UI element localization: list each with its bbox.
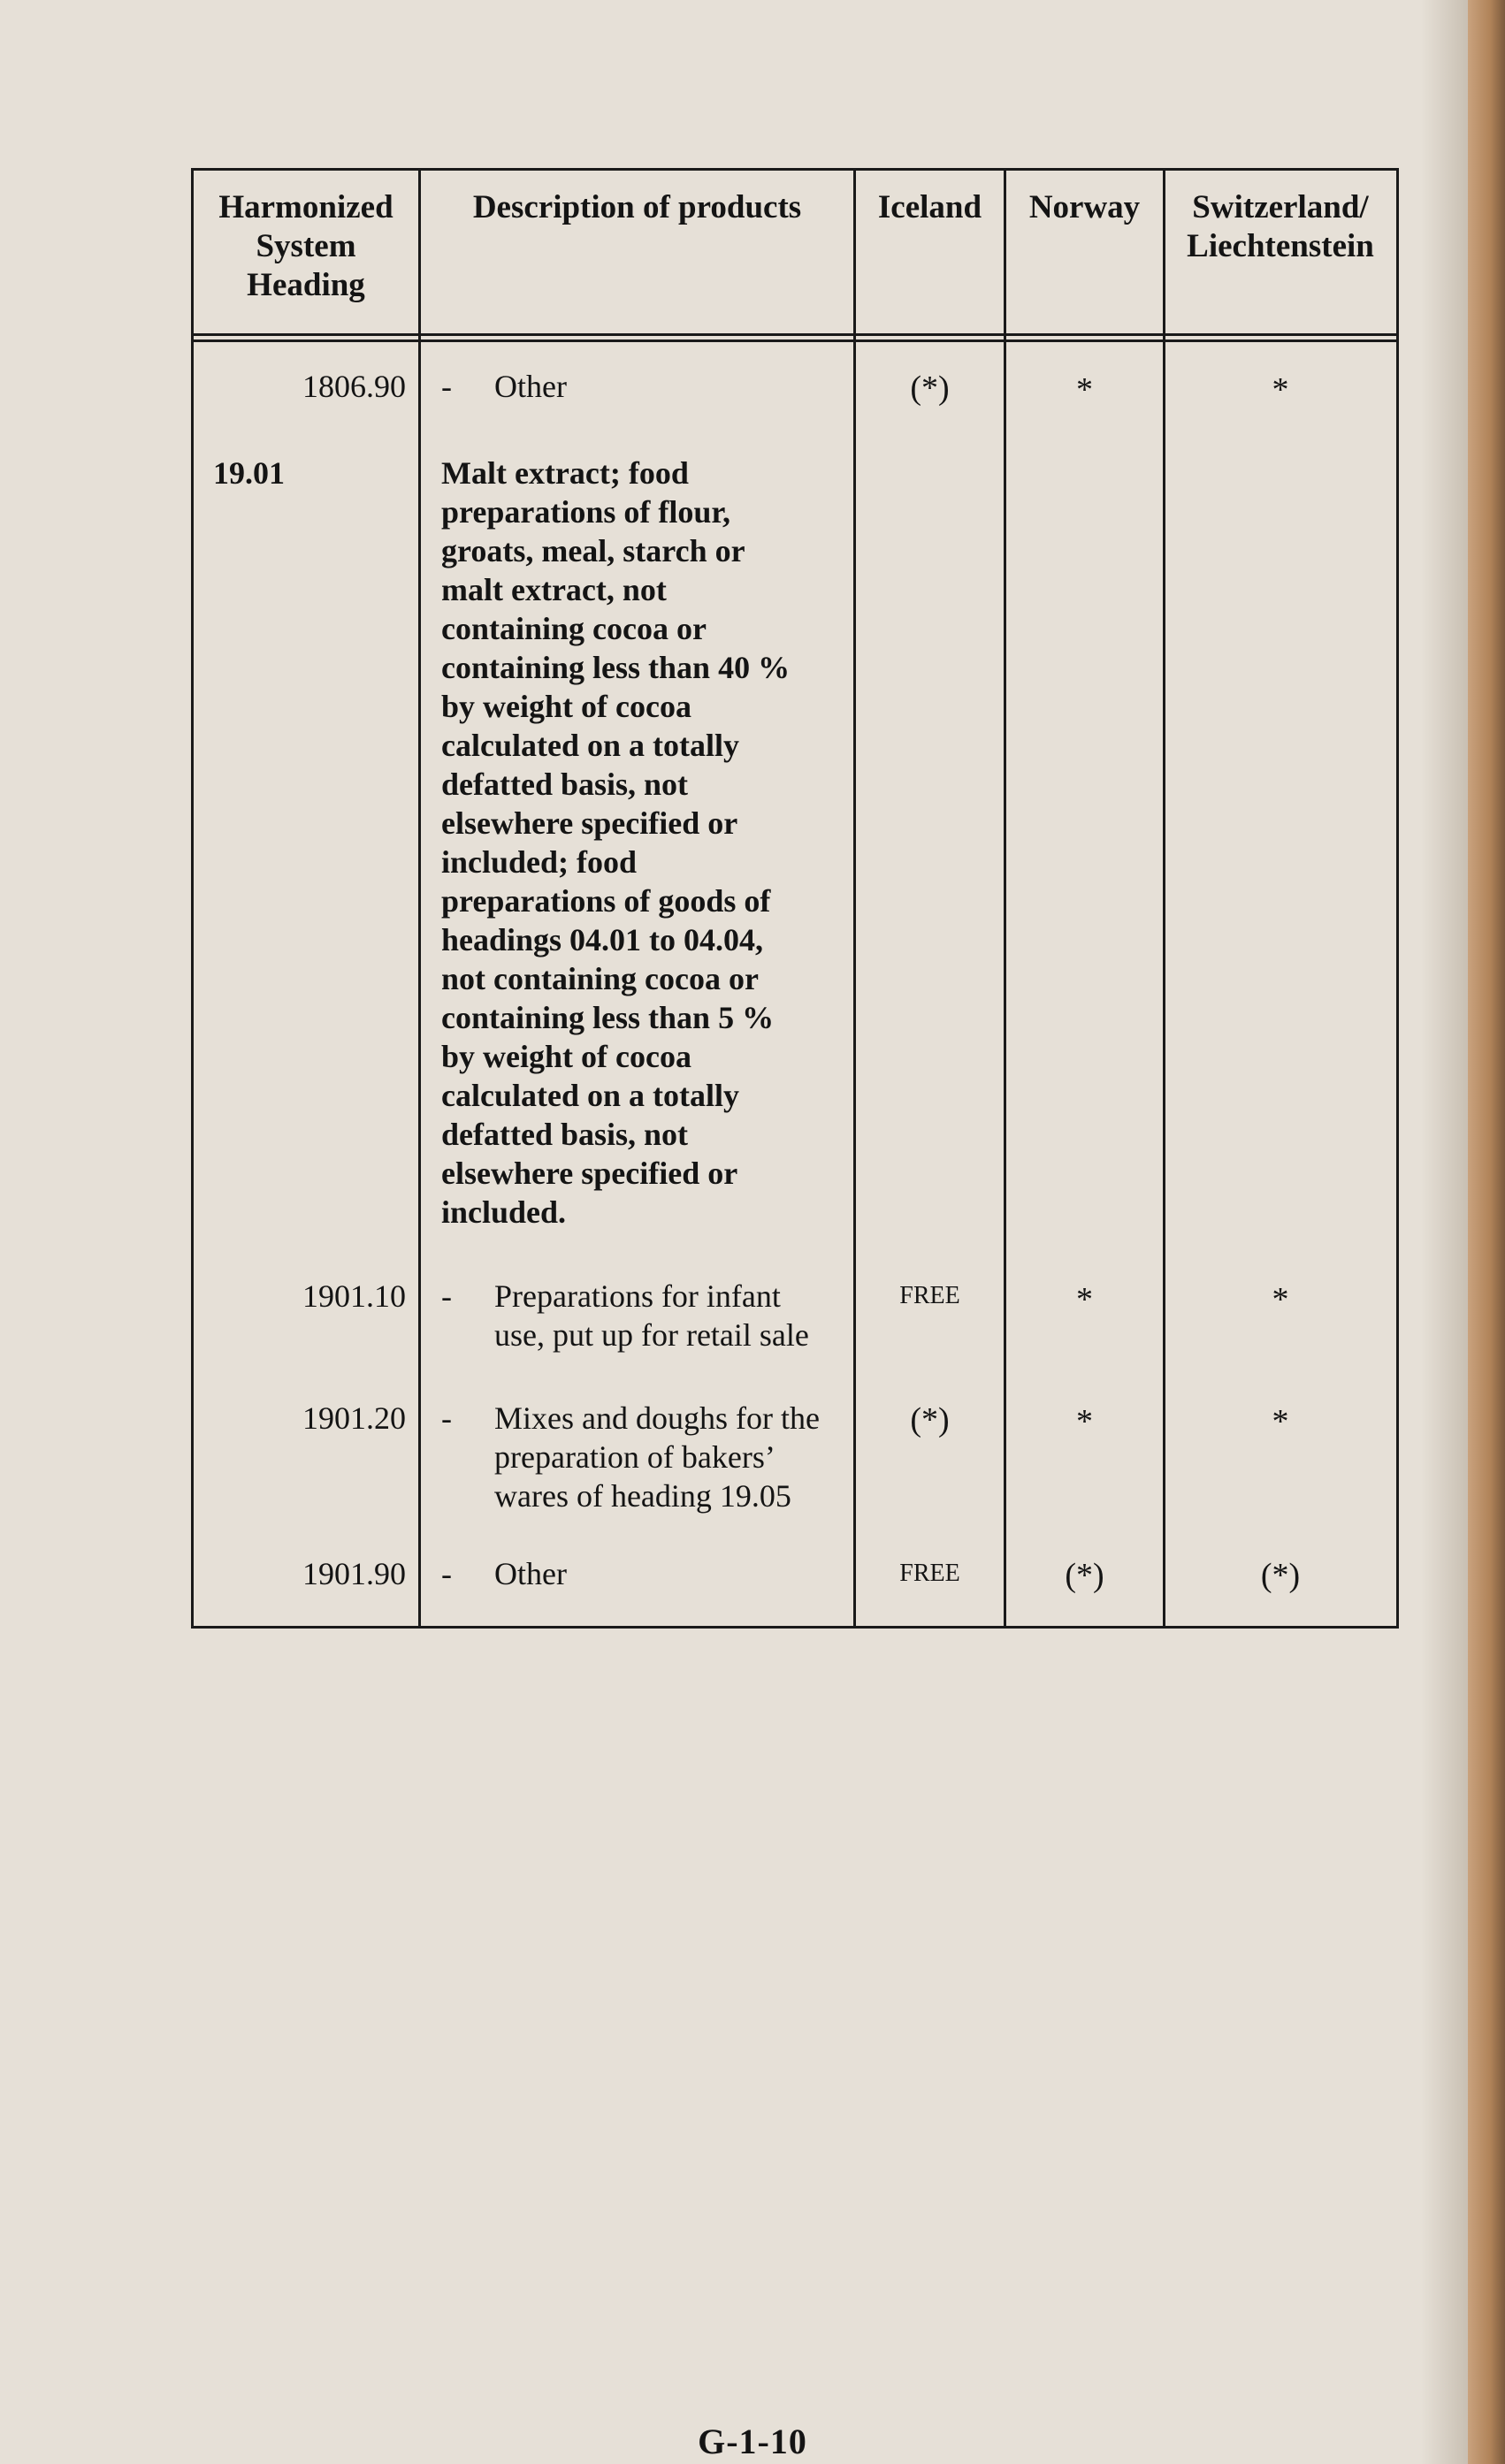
iceland-value: FREE: [899, 1560, 960, 1587]
product-description: Preparations for infant use, put up for retail sale: [494, 1278, 809, 1353]
switzerland-value: (*): [1260, 1557, 1301, 1594]
row-dash: -: [441, 369, 452, 404]
hs-code: 1806.90: [302, 369, 406, 404]
row-dash: -: [441, 1278, 452, 1314]
header-iceland: Iceland: [877, 189, 982, 225]
header-divider: [194, 333, 1396, 336]
row-dash: -: [441, 1400, 452, 1436]
row-dash: -: [441, 1556, 452, 1591]
hs-code: 1901.20: [302, 1400, 406, 1436]
product-description: Other: [494, 369, 567, 404]
norway-value: *: [1076, 1403, 1093, 1440]
product-description: Other: [494, 1556, 567, 1591]
product-description: Malt extract; food preparations of flour, groats, meal, starch or malt extract, not containing cocoa or containing less than 40 % by weight of cocoa calculated on a totally defatted basis, not elsewhere specified or included; food preparations of goods of headings 04.01 to 04.04, not containing cocoa or containing less than 5 % by weight of cocoa calculated on a totally defatted basis, not elsewhere specified or included.: [441, 455, 791, 1230]
norway-value: (*): [1065, 1557, 1104, 1594]
switzerland-value: *: [1272, 1403, 1289, 1440]
switzerland-value: *: [1272, 371, 1289, 408]
column-divider: [418, 171, 421, 1626]
product-description: Mixes and doughs for the preparation of bakers’ wares of heading 19.05: [494, 1400, 820, 1514]
switzerland-value: *: [1272, 1281, 1289, 1318]
norway-value: *: [1076, 371, 1093, 408]
iceland-value: (*): [910, 1401, 950, 1438]
header-divider: [194, 339, 1396, 342]
page-edge: [1468, 0, 1505, 2464]
hs-code: 1901.10: [302, 1278, 406, 1314]
hs-heading-code: 19.01: [213, 455, 285, 491]
hs-code: 1901.90: [302, 1556, 406, 1591]
header-norway: Norway: [1028, 189, 1141, 225]
header-hs-heading: Harmonized System Heading: [218, 189, 393, 303]
norway-value: *: [1076, 1281, 1093, 1318]
tariff-table: [191, 168, 1399, 1629]
page-number: G-1-10: [698, 2422, 807, 2461]
iceland-value: FREE: [899, 1282, 960, 1309]
iceland-value: (*): [910, 370, 950, 407]
header-switzerland-liechtenstein: Switzerland/ Liechtenstein: [1187, 189, 1374, 264]
header-description: Description of products: [472, 189, 802, 225]
